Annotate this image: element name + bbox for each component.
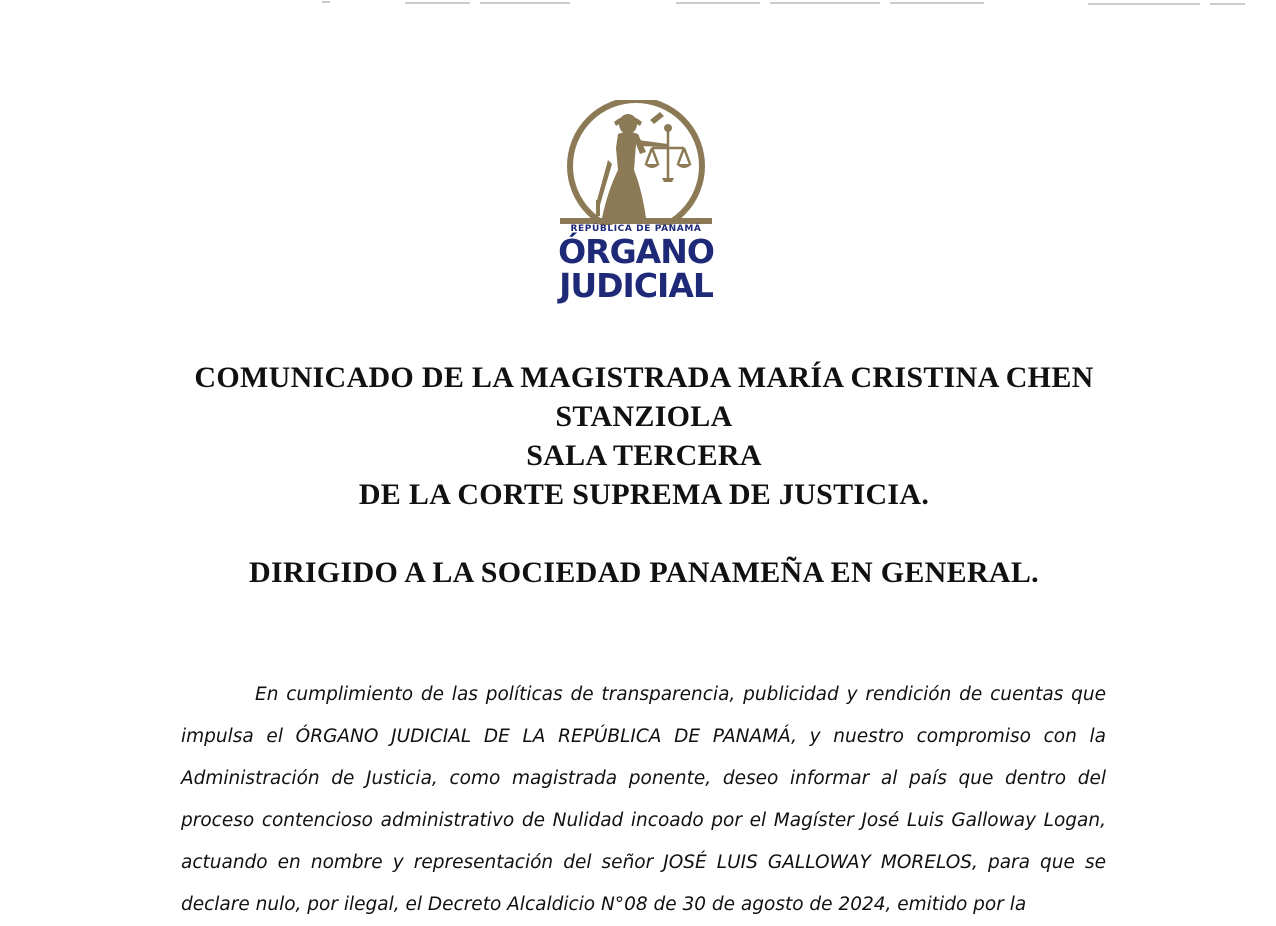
logo-title-line2: JUDICIAL bbox=[559, 266, 713, 305]
organo-judicial-logo bbox=[556, 100, 716, 310]
body-paragraph: En cumplimiento de las políticas de transparencia, publicidad y rendición de cuentas que impulsa el ÓRGANO JUDICIAL DE LA REPÚBLICA DE PANAMÁ, y nuestro compromiso con la Administración de Justicia, como magistrada ponente, deseo informar al país que dentro del proceso contencioso administrativo de Nulidad incoado por el Magíster José Luis Galloway Logan, actuando en nombre y representación del señor JOSÉ LUIS GALLOWAY MORELOS, para que se declare nulo, por ilegal, el Decreto Alcaldicio N°08 de 30 de agosto de 2024, emitido por la bbox=[181, 683, 1106, 915]
title-line-3: SALA TERCERA bbox=[526, 439, 762, 472]
logo-title-line1: ÓRGANO bbox=[558, 232, 714, 271]
document-title bbox=[180, 358, 1108, 514]
title-line-2: STANZIOLA bbox=[555, 400, 733, 433]
title-line-1: COMUNICADO DE LA MAGISTRADA MARÍA CRISTINA CHEN bbox=[194, 361, 1094, 394]
logo-country-label: REPÚBLICA DE PANAMÁ bbox=[570, 224, 702, 234]
lady-justice-scales-icon bbox=[556, 100, 716, 225]
title-line-4: DE LA CORTE SUPREMA DE JUSTICIA. bbox=[358, 478, 930, 511]
addressed-to-heading: DIRIGIDO A LA SOCIEDAD PANAMEÑA EN GENERAL. bbox=[249, 556, 1039, 589]
scan-artifact-marks bbox=[0, 0, 1276, 8]
